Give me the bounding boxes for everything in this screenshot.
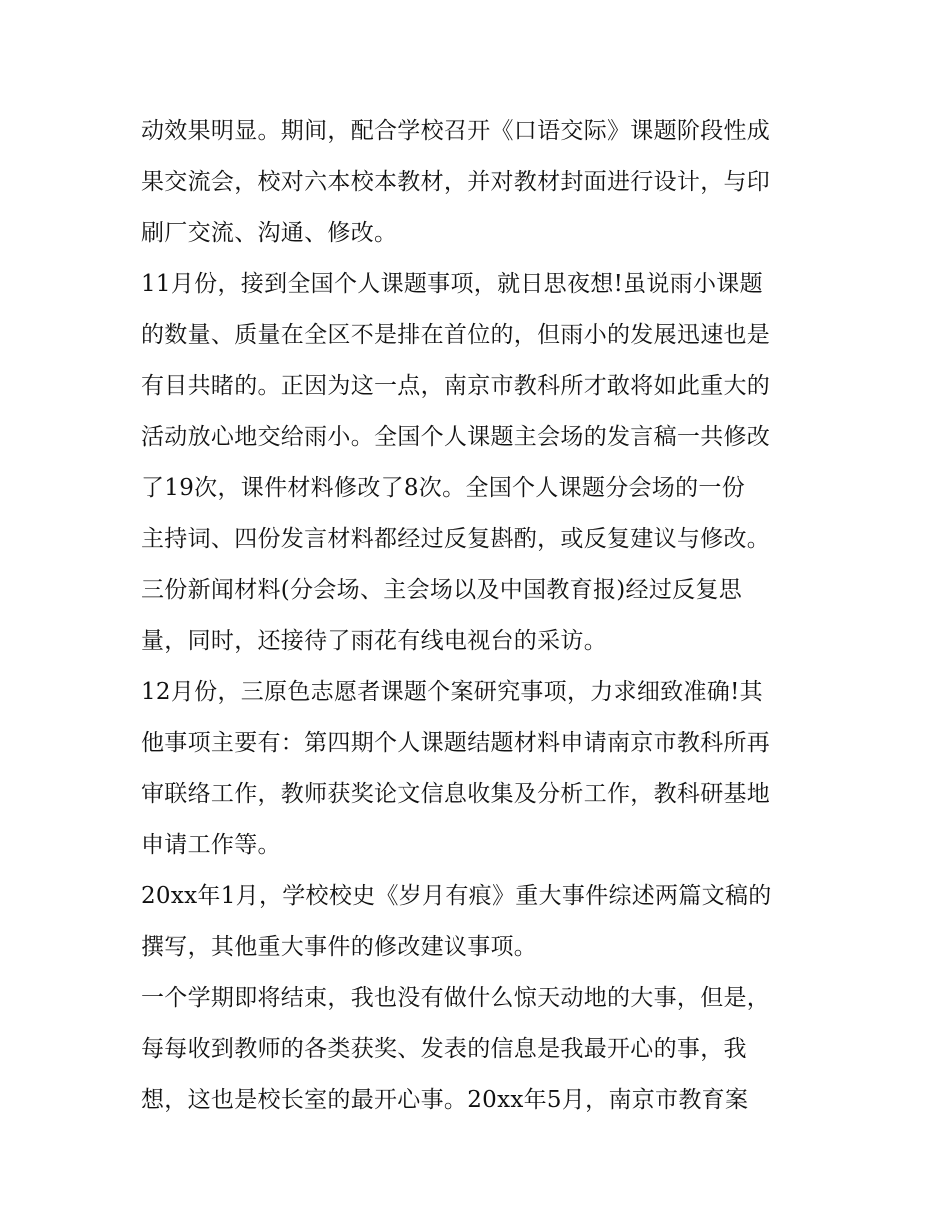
text-line: 11月份，接到全国个人课题事项，就日思夜想!虽说雨小课题 [141, 271, 763, 297]
text-line: 撰写，其他重大事件的修改建议事项。 [141, 934, 538, 960]
text-line: 一个学期即将结束，我也没有做什么惊天动地的大事，但是， [141, 985, 771, 1011]
text-line: 了19次，课件材料修改了8次。全国个人课题分会场的一份 [141, 475, 745, 501]
text-line: 活动放心地交给雨小。全国个人课题主会场的发言稿一共修改 [141, 424, 771, 450]
text-line: 12月份，三原色志愿者课题个案研究事项，力求细致准确!其 [141, 679, 763, 705]
text-line: 每每收到教师的各类获奖、发表的信息是我最开心的事，我 [141, 1036, 747, 1062]
text-line: 审联络工作，教师获奖论文信息收集及分析工作，教科研基地 [141, 781, 771, 807]
text-line: 刷厂交流、沟通、修改。 [141, 220, 398, 246]
text-line: 有目共睹的。正因为这一点，南京市教科所才敢将如此重大的 [141, 373, 771, 399]
text-line: 的数量、质量在全区不是排在首位的，但雨小的发展迅速也是 [141, 322, 771, 348]
text-line: 他事项主要有：第四期个人课题结题材料申请南京市教科所再 [141, 730, 771, 756]
text-line: 申请工作等。 [141, 832, 281, 858]
body-text [141, 106, 821, 1126]
text-line: 三份新闻材料(分会场、主会场以及中国教育报)经过反复思 [141, 577, 743, 603]
text-line: 果交流会，校对六本校本教材，并对教材封面进行设计，与印 [141, 169, 771, 195]
text-line: 量，同时，还接待了雨花有线电视台的采访。 [141, 628, 607, 654]
text-line: 20xx年1月，学校校史《岁月有痕》重大事件综述两篇文稿的 [141, 883, 772, 909]
text-line: 动效果明显。期间，配合学校召开《口语交际》课题阶段性成 [141, 118, 771, 144]
text-line: 主持词、四份发言材料都经过反复斟酌，或反复建议与修改。 [141, 526, 771, 552]
text-line: 想，这也是校长室的最开心事。20xx年5月，南京市教育案 [141, 1087, 749, 1113]
